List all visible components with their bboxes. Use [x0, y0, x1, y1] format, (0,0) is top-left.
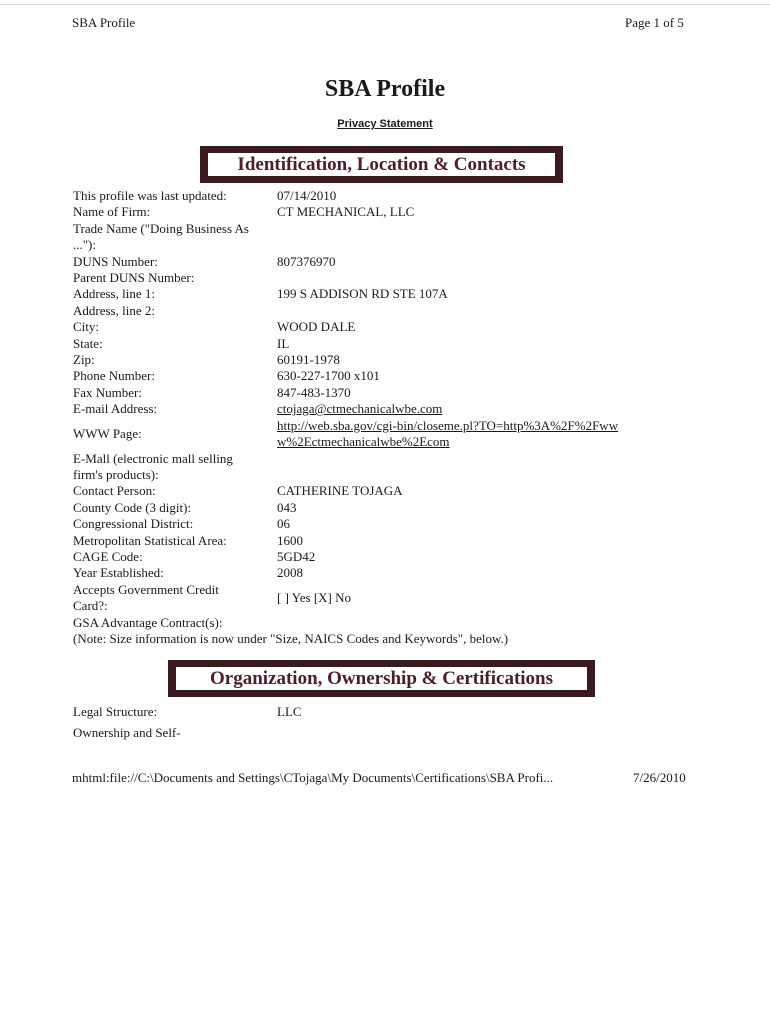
scan-top-rule — [0, 4, 770, 5]
field-row-congressional-district — [73, 516, 673, 532]
field-label: State: — [73, 335, 103, 351]
field-row-address-line-1 — [73, 286, 673, 302]
field-label: Address, line 1: — [73, 286, 155, 302]
field-value: 06 — [277, 516, 290, 532]
field-label: This profile was last updated: — [73, 188, 227, 203]
field-row-phone-number — [73, 368, 673, 384]
field-value: 60191-1978 — [277, 352, 340, 368]
organization-fields — [73, 704, 673, 742]
email-link[interactable]: ctojaga@ctmechanicalwbe.com — [277, 401, 443, 417]
print-footer-file-path: mhtml:file://C:\Documents and Settings\CTojaga\My Documents\Certifications\SBA Profi... — [72, 770, 554, 785]
field-label: Trade Name ("Doing Business As ..."): — [73, 220, 249, 253]
field-row-parent-duns — [73, 270, 673, 286]
print-footer-date: 7/26/2010 — [633, 770, 686, 785]
field-label: Contact Person: — [73, 483, 156, 499]
field-label: Ownership and Self- — [73, 725, 181, 741]
field-label: Year Established: — [73, 565, 164, 581]
field-row-e-mall — [73, 451, 673, 484]
print-header-page-number: Page 1 of 5 — [625, 15, 684, 30]
field-row-name-of-firm — [73, 204, 673, 220]
field-row-address-line-2 — [73, 303, 673, 319]
field-label: Fax Number: — [73, 384, 142, 400]
field-row-ownership — [73, 725, 673, 741]
credit-card-checkboxes: [ ] Yes [X] No — [277, 589, 352, 605]
field-value: 630-227-1700 x101 — [277, 368, 380, 384]
section-banner-identification — [200, 146, 563, 183]
website-link[interactable]: http://web.sba.gov/cgi-bin/closeme.pl?TO=http%3A%2F%2Fwww%2Ectmechanicalwbe%2Ecom — [277, 417, 619, 450]
field-label: Parent DUNS Number: — [73, 270, 195, 286]
field-label: WWW Page: — [73, 425, 142, 441]
field-label: Metropolitan Statistical Area: — [73, 532, 227, 548]
field-label: Accepts Government Credit Card?: — [73, 581, 219, 614]
field-value: 07/14/2010 — [277, 188, 337, 203]
field-label: DUNS Number: — [73, 253, 158, 269]
field-row-www-page — [73, 418, 673, 451]
field-value: CATHERINE TOJAGA — [277, 483, 403, 499]
field-label: GSA Advantage Contract(s): — [73, 614, 223, 630]
identification-fields — [73, 188, 673, 647]
field-label: County Code (3 digit): — [73, 499, 192, 515]
field-row-email-address — [73, 401, 673, 417]
field-value: 043 — [277, 499, 297, 515]
field-value: 2008 — [277, 565, 303, 581]
field-row-year-established — [73, 565, 673, 581]
field-value: IL — [277, 335, 290, 351]
field-row-zip — [73, 352, 673, 368]
field-value: 5GD42 — [277, 548, 316, 564]
field-value: WOOD DALE — [277, 319, 356, 335]
field-row-county-code — [73, 500, 673, 516]
field-label: Name of Firm: — [73, 204, 151, 220]
field-row-metropolitan-area — [73, 533, 673, 549]
field-label: Legal Structure: — [73, 704, 158, 719]
field-row-city — [73, 319, 673, 335]
field-label: Zip: — [73, 352, 95, 368]
field-label: Address, line 2: — [73, 302, 155, 318]
field-label: Phone Number: — [73, 368, 155, 384]
field-row-credit-card — [73, 582, 673, 615]
field-row-legal-structure — [73, 704, 673, 720]
field-label: E-Mall (electronic mall selling firm's products): — [73, 450, 233, 482]
field-value: 199 S ADDISON RD STE 107A — [277, 286, 448, 302]
field-value: CT MECHANICAL, LLC — [277, 204, 415, 220]
size-information-note: (Note: Size information is now under "Size, NAICS Codes and Keywords", below.) — [73, 630, 509, 646]
field-row-last-updated — [73, 188, 673, 204]
print-header-title: SBA Profile — [72, 15, 136, 30]
field-value: 807376970 — [277, 253, 336, 269]
section-banner-identification-label: Identification, Location & Contacts — [206, 151, 557, 178]
field-row-contact-person — [73, 483, 673, 499]
field-row-duns-number — [73, 254, 673, 270]
field-value: LLC — [277, 704, 302, 719]
field-row-cage-code — [73, 549, 673, 565]
field-label: E-mail Address: — [73, 401, 158, 417]
field-row-trade-name — [73, 221, 673, 254]
field-row-gsa-advantage — [73, 615, 673, 631]
field-label: Congressional District: — [73, 516, 194, 532]
page-title: SBA Profile — [324, 76, 446, 102]
section-banner-organization-label: Organization, Ownership & Certifications — [174, 665, 589, 692]
field-value: 847-483-1370 — [277, 384, 351, 400]
privacy-statement-link[interactable]: Privacy Statement — [337, 118, 433, 130]
field-row-fax-number — [73, 385, 673, 401]
field-label: CAGE Code: — [73, 548, 143, 564]
field-value: 1600 — [277, 532, 303, 548]
field-row-state — [73, 336, 673, 352]
field-label: City: — [73, 319, 100, 335]
section-banner-organization — [168, 660, 595, 697]
